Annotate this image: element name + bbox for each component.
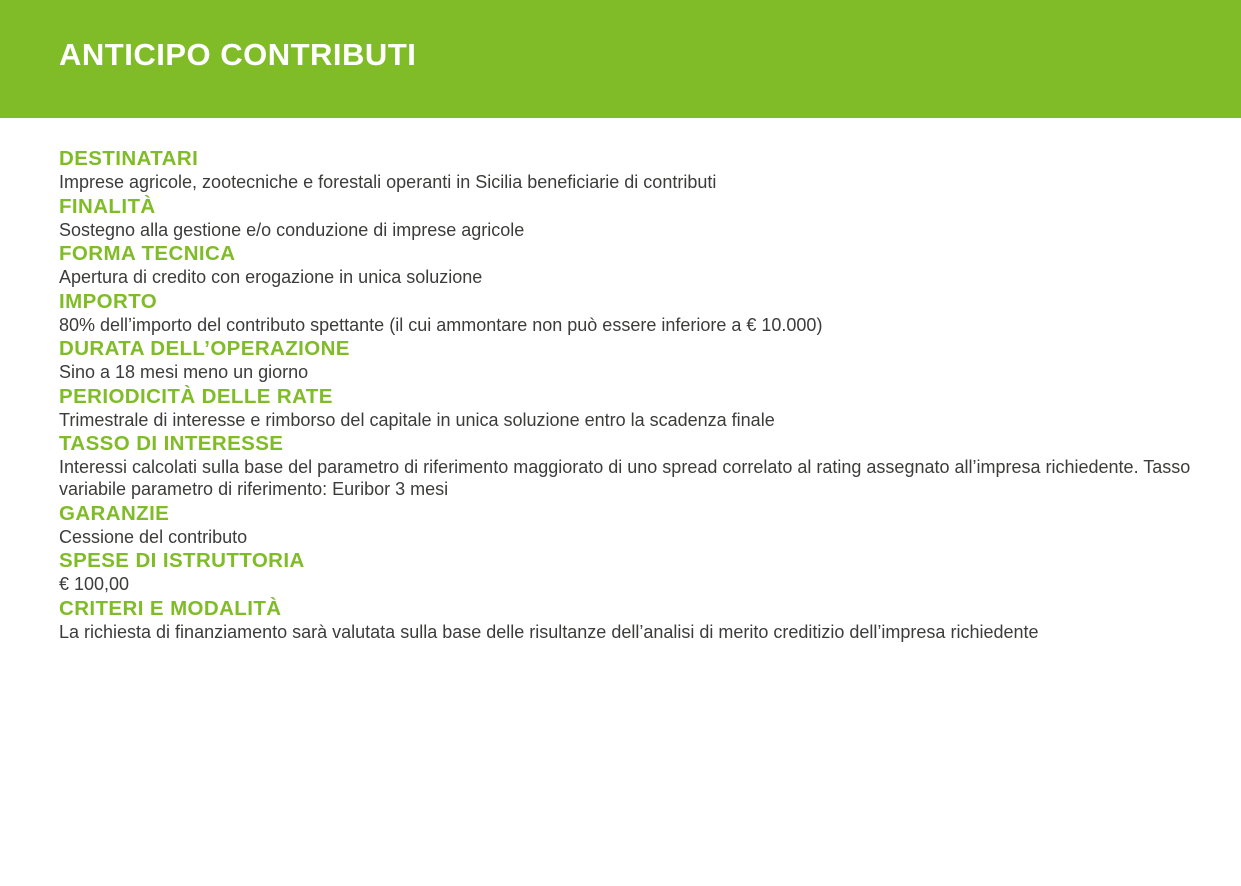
section-heading: CRITERI E MODALITÀ [59,596,282,620]
section-heading: GARANZIE [59,501,170,525]
page-title: ANTICIPO CONTRIBUTI [59,37,417,72]
section-tasso [59,432,1199,502]
section-durata [59,337,1199,385]
section-text: Trimestrale di interesse e rimborso del capitale in unica soluzione entro la scadenza finale [59,409,775,430]
section-heading: IMPORTO [59,289,158,313]
section-text: Sostegno alla gestione e/o conduzione di imprese agricole [59,219,525,240]
section-heading: DURATA DELL’OPERAZIONE [59,337,350,360]
section-destinatari [59,147,1199,195]
section-criteri [59,597,1199,645]
section-finalita [59,195,1199,243]
section-text: € 100,00 [59,574,130,594]
section-text: 80% dell’importo del contributo spettante (il cui ammontare non può essere inferiore a € 10.000) [59,314,823,335]
section-periodicita [59,385,1199,433]
section-spese [59,549,1199,597]
header-banner [0,0,1241,118]
section-forma-tecnica [59,242,1199,290]
section-heading: TASSO DI INTERESSE [59,432,284,455]
section-heading: DESTINATARI [59,147,199,170]
content-area [59,147,1199,644]
section-garanzie [59,502,1199,550]
section-heading: FINALITÀ [59,194,156,218]
section-text: Imprese agricole, zootecniche e forestali operanti in Sicilia beneficiarie di contributi [59,172,717,192]
section-text: Apertura di credito con erogazione in unica soluzione [59,267,483,287]
section-text: Interessi calcolati sulla base del parametro di riferimento maggiorato di uno spread correlato al rating assegnato all’impresa richiedente. Tasso variabile parametro di riferimento: Euribor 3 mesi [59,457,1191,499]
section-heading: FORMA TECNICA [59,242,236,265]
section-text: Sino a 18 mesi meno un giorno [59,362,309,382]
section-text: Cessione del contributo [59,526,248,547]
section-heading: PERIODICITÀ DELLE RATE [59,384,333,408]
section-text: La richiesta di finanziamento sarà valutata sulla base delle risultanze dell’analisi di merito creditizio dell’impresa richiedente [59,621,1039,642]
section-heading: SPESE DI ISTRUTTORIA [59,549,305,572]
section-importo [59,290,1199,338]
